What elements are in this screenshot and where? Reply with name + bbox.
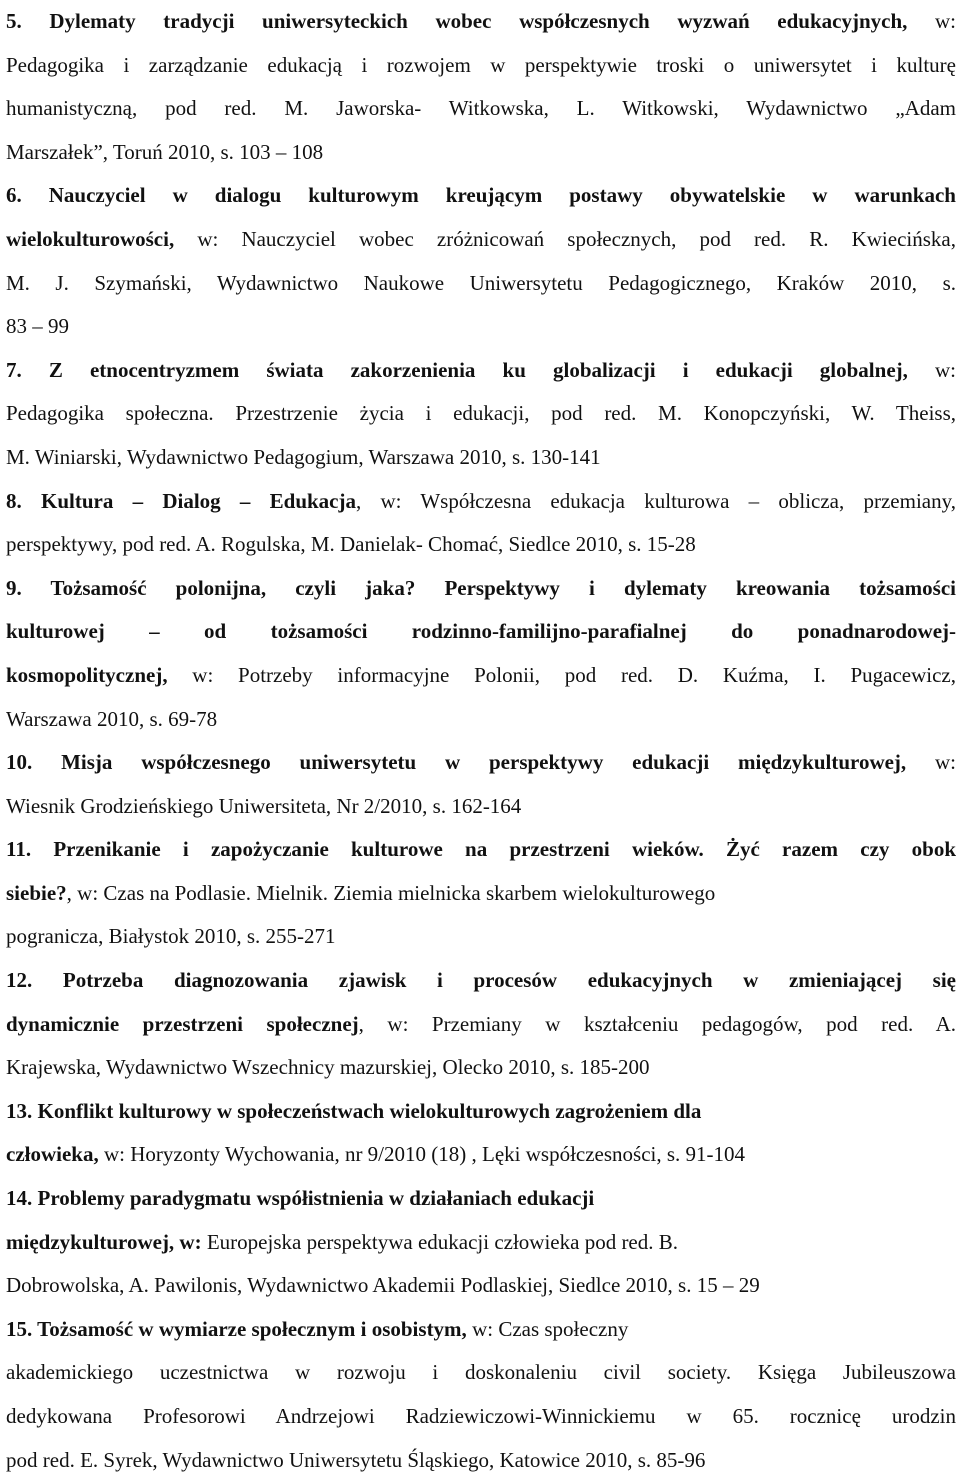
entry-title-text: 15. Tożsamość w wymiarze społecznym i osobistym, <box>6 1316 467 1341</box>
entry-line <box>6 218 956 262</box>
entry-line <box>6 131 956 175</box>
entry-line <box>6 567 956 611</box>
bibliography-entry <box>6 480 956 567</box>
entry-source-text: w: Horyzonty Wychowania, nr 9/2010 (18) , Lęki współczesności, s. 91-104 <box>98 1142 746 1167</box>
entry-line <box>6 741 956 785</box>
entry-line <box>6 872 956 916</box>
entry-line <box>6 1395 956 1439</box>
entry-title-text: 8. Kultura – Dialog – Edukacja <box>6 488 356 513</box>
entry-title-text: 9. Tożsamość polonijna, czyli jaka? Perspektywy i dylematy kreowania tożsamości <box>6 575 956 600</box>
entry-title-text: międzykulturowej, w: <box>6 1229 202 1254</box>
entry-line <box>6 523 956 567</box>
entry-source-text: humanistyczną, pod red. M. Jaworska- Witkowska, L. Witkowski, Wydawnictwo „Adam <box>6 96 956 121</box>
entry-source-text: w: Nauczyciel wobec zróżnicowań społecznych, pod red. R. Kwiecińska, <box>174 226 956 251</box>
entry-line <box>6 87 956 131</box>
entry-line <box>6 480 956 524</box>
entry-title-text: 11. Przenikanie i zapożyczanie kulturowe na przestrzeni wieków. Żyć razem czy obok <box>6 837 956 862</box>
entry-source-text: , w: Czas na Podlasie. Mielnik. Ziemia mielnicka skarbem wielokulturowego <box>66 880 716 905</box>
bibliography-entry <box>6 828 956 959</box>
bibliography-list <box>6 0 956 1482</box>
entry-source-text: Marszałek”, Toruń 2010, s. 103 – 108 <box>6 139 324 164</box>
entry-title-text: kulturowej – od tożsamości rodzinno-familijno-parafialnej do ponadnarodowej- <box>6 619 956 644</box>
entry-line <box>6 1177 956 1221</box>
entry-title-text: 12. Potrzeba diagnozowania zjawisk i procesów edukacyjnych w zmieniającej się <box>6 968 956 993</box>
entry-source-text: M. Winiarski, Wydawnictwo Pedagogium, Warszawa 2010, s. 130-141 <box>6 444 601 469</box>
entry-line <box>6 915 956 959</box>
entry-source-text: , w: Współczesna edukacja kulturowa – oblicza, przemiany, <box>356 488 956 513</box>
entry-source-text: Pedagogika społeczna. Przestrzenie życia i edukacji, pod red. M. Konopczyński, W. Theiss, <box>6 401 956 426</box>
entry-line <box>6 436 956 480</box>
entry-line <box>6 0 956 44</box>
bibliography-entry <box>6 349 956 480</box>
entry-source-text: Wiesnik Grodzieńskiego Uniwersiteta, Nr 2/2010, s. 162-164 <box>6 793 522 818</box>
entry-line <box>6 305 956 349</box>
entry-line <box>6 1264 956 1308</box>
bibliography-entry <box>6 1308 956 1482</box>
entry-line <box>6 349 956 393</box>
bibliography-entry <box>6 959 956 1090</box>
entry-source-text: Pedagogika i zarządzanie edukacją i rozwojem w perspektywie troski o uniwersytet i kulturę <box>6 52 956 77</box>
entry-line <box>6 392 956 436</box>
entry-line <box>6 610 956 654</box>
entry-source-text: akademickiego uczestnictwa w rozwoju i doskonaleniu civil society. Księga Jubileuszowa <box>6 1360 956 1385</box>
entry-title-text: 7. Z etnocentryzmem świata zakorzenienia ku globalizacji i edukacji globalnej, <box>6 357 908 382</box>
entry-line <box>6 44 956 88</box>
entry-title-text: dynamicznie przestrzeni społecznej <box>6 1011 359 1036</box>
entry-line <box>6 959 956 1003</box>
entry-line <box>6 1351 956 1395</box>
entry-title-text: 5. Dylematy tradycji uniwersyteckich wobec współczesnych wyzwań edukacyjnych, <box>6 9 908 33</box>
entry-title-text: 14. Problemy paradygmatu współistnienia w działaniach edukacji <box>6 1186 595 1211</box>
entry-source-text: w: Czas społeczny <box>466 1316 629 1341</box>
entry-line <box>6 654 956 698</box>
entry-source-text: perspektywy, pod red. A. Rogulska, M. Danielak- Chomać, Siedlce 2010, s. 15-28 <box>6 532 696 557</box>
entry-line <box>6 1133 956 1177</box>
entry-source-text: Krajewska, Wydawnictwo Wszechnicy mazurskiej, Olecko 2010, s. 185-200 <box>6 1055 650 1080</box>
entry-title-text: 6. Nauczyciel w dialogu kulturowym kreującym postawy obywatelskie w warunkach <box>6 183 956 208</box>
entry-source-text: pod red. E. Syrek, Wydawnictwo Uniwersytetu Śląskiego, Katowice 2010, s. 85-96 <box>6 1447 706 1472</box>
entry-title-text: wielokulturowości, <box>6 226 175 251</box>
entry-source-text: pogranicza, Białystok 2010, s. 255-271 <box>6 924 336 949</box>
entry-source-text: w: <box>907 357 956 382</box>
entry-source-text: M. J. Szymański, Wydawnictwo Naukowe Uniwersytetu Pedagogicznego, Kraków 2010, s. <box>6 270 956 295</box>
entry-title-text: 13. Konflikt kulturowy w społeczeństwach wielokulturowych zagrożeniem dla <box>6 1098 702 1123</box>
entry-title-text: kosmopolitycznej, <box>6 662 168 687</box>
entry-line <box>6 785 956 829</box>
entry-source-text: , w: Przemiany w kształceniu pedagogów, pod red. A. <box>358 1011 956 1036</box>
entry-source-text: Dobrowolska, A. Pawilonis, Wydawnictwo Akademii Podlaskiej, Siedlce 2010, s. 15 – 29 <box>6 1273 760 1298</box>
entry-line <box>6 828 956 872</box>
entry-title-text: człowieka, <box>6 1142 99 1167</box>
entry-line <box>6 1221 956 1265</box>
bibliography-entry <box>6 0 956 174</box>
entry-title-text: siebie? <box>6 880 67 905</box>
entry-line <box>6 698 956 742</box>
entry-title-text: 10. Misja współczesnego uniwersytetu w perspektywy edukacji międzykulturowej, <box>6 750 907 775</box>
entry-line <box>6 1046 956 1090</box>
entry-source-text: Warszawa 2010, s. 69-78 <box>6 706 218 731</box>
entry-source-text: dedykowana Profesorowi Andrzejowi Radziewiczowi-Winnickiemu w 65. rocznicę urodzin <box>6 1404 956 1428</box>
entry-line <box>6 1439 956 1482</box>
bibliography-entry <box>6 567 956 741</box>
entry-line <box>6 174 956 218</box>
bibliography-entry <box>6 1177 956 1308</box>
entry-source-text: w: <box>907 9 956 33</box>
entry-line <box>6 1308 956 1352</box>
entry-line <box>6 262 956 306</box>
entry-source-text: w: <box>906 750 956 775</box>
entry-line <box>6 1090 956 1134</box>
entry-line <box>6 1003 956 1047</box>
entry-source-text: Europejska perspektywa edukacji człowieka pod red. B. <box>201 1229 679 1254</box>
bibliography-entry <box>6 741 956 828</box>
bibliography-entry <box>6 174 956 348</box>
entry-source-text: w: Potrzeby informacyjne Polonii, pod red. D. Kuźma, I. Pugacewicz, <box>167 662 956 687</box>
entry-source-text: 83 – 99 <box>6 314 69 339</box>
bibliography-entry <box>6 1090 956 1177</box>
